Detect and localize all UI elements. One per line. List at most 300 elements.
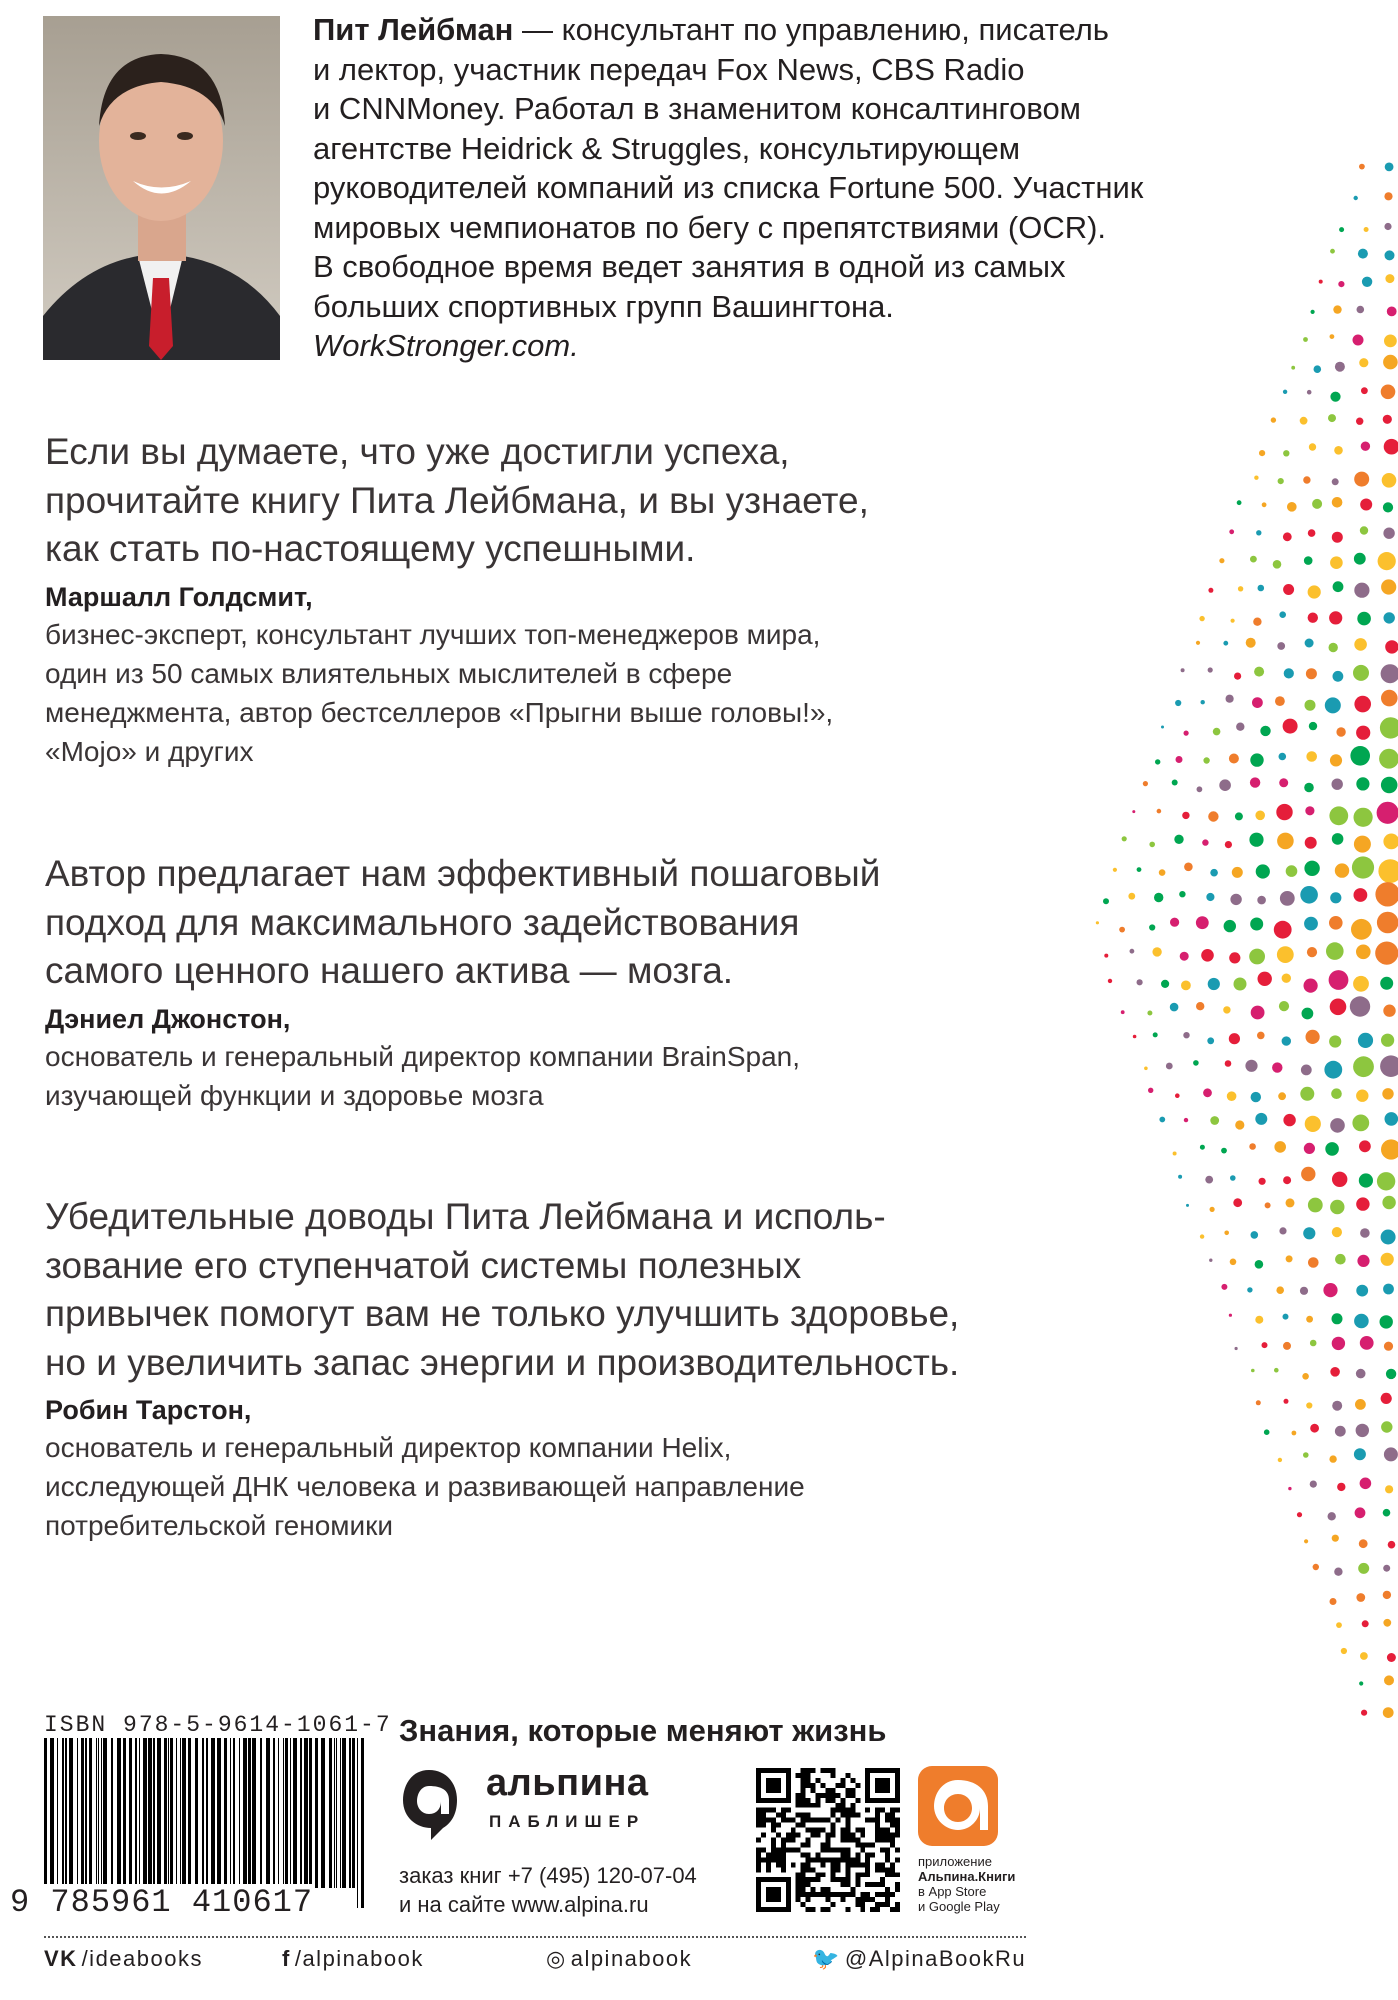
qr-module (890, 1813, 895, 1818)
author-photo (43, 16, 280, 360)
qr-module (771, 1897, 776, 1902)
decorative-dot (1230, 894, 1241, 905)
qr-module (880, 1847, 885, 1852)
qr-code-image (756, 1768, 900, 1912)
decorative-dot (1247, 1287, 1252, 1292)
qr-module (890, 1872, 895, 1877)
qr-module (895, 1778, 900, 1783)
qr-module (885, 1902, 890, 1907)
quote-line: но и увеличить запас энергии и производительность. (45, 1341, 960, 1383)
qr-module (796, 1847, 801, 1852)
qr-module (781, 1842, 786, 1847)
decorative-dot (1385, 640, 1398, 653)
decorative-dot (1332, 1172, 1347, 1187)
decorative-dot (1159, 1117, 1165, 1123)
qr-module (811, 1803, 816, 1808)
qr-module (845, 1838, 850, 1843)
qr-module (885, 1847, 890, 1852)
qr-module (865, 1808, 870, 1813)
qr-module (880, 1788, 885, 1793)
qr-module (865, 1788, 870, 1793)
decorative-dot (1356, 1285, 1368, 1297)
qr-module (761, 1907, 766, 1912)
qr-module (826, 1887, 831, 1892)
qr-module (816, 1798, 821, 1803)
qr-module (895, 1902, 900, 1907)
decorative-dot (1353, 1056, 1374, 1077)
qr-module (875, 1867, 880, 1872)
decorative-dot (1354, 583, 1369, 598)
qr-module (821, 1818, 826, 1823)
social-instagram[interactable] (546, 1946, 692, 1972)
decorative-dot (1209, 1259, 1212, 1262)
decorative-dot (1254, 667, 1264, 677)
decorative-dot (1276, 804, 1292, 820)
qr-module (756, 1773, 761, 1778)
decorative-dot (1310, 1481, 1317, 1488)
decorative-dot (1255, 1316, 1263, 1324)
decorative-dot (1283, 450, 1289, 456)
qr-module (875, 1833, 880, 1838)
qr-module (811, 1867, 816, 1872)
quote-block-goldsmith (45, 428, 1045, 771)
decorative-dot (1305, 700, 1316, 711)
qr-module (870, 1907, 875, 1912)
decorative-dot (1356, 1424, 1369, 1437)
qr-module (840, 1808, 845, 1813)
qr-module (895, 1818, 900, 1823)
qr-module (781, 1847, 786, 1852)
role-line: «Mojo» и других (45, 735, 254, 767)
qr-module (756, 1768, 761, 1773)
decorative-dot (1234, 673, 1241, 680)
decorative-dot (1301, 1065, 1312, 1076)
decorative-dot (1257, 896, 1266, 905)
qr-module (885, 1818, 890, 1823)
qr-module (806, 1778, 811, 1783)
decorative-dot (1300, 417, 1308, 425)
social-handle: /alpinabook (294, 1946, 424, 1971)
qr-module (821, 1887, 826, 1892)
decorative-dot (1252, 697, 1263, 708)
qr-module (776, 1833, 781, 1838)
qr-module (845, 1823, 850, 1828)
decorative-dot (1279, 1227, 1286, 1234)
qr-module (880, 1867, 885, 1872)
qr-module (786, 1882, 791, 1887)
qr-module (885, 1833, 890, 1838)
decorative-dot (1332, 1337, 1345, 1350)
decorative-dot (1199, 616, 1204, 621)
decorative-dot (1359, 1681, 1363, 1685)
qr-module (816, 1857, 821, 1862)
decorative-dot (1143, 781, 1148, 786)
decorative-dot (1253, 618, 1261, 626)
decorative-dot (1334, 1568, 1342, 1576)
social-facebook[interactable] (282, 1946, 424, 1972)
qr-module (865, 1867, 870, 1872)
decorative-dot (1383, 1509, 1391, 1517)
decorative-dot (1157, 809, 1162, 814)
decorative-dot (1332, 779, 1343, 790)
decorative-dot (1245, 1060, 1257, 1072)
qr-module (806, 1877, 811, 1882)
decorative-dot (1208, 667, 1213, 672)
qr-module (791, 1828, 796, 1833)
decorative-dot (1096, 921, 1099, 924)
decorative-dot (1325, 1142, 1339, 1156)
qr-module (786, 1902, 791, 1907)
qr-module (855, 1902, 860, 1907)
barcode-bar (135, 1738, 137, 1888)
qr-module (756, 1902, 761, 1907)
decorative-dot (1360, 1336, 1374, 1350)
decorative-dot (1375, 882, 1398, 906)
qr-module (875, 1813, 880, 1818)
decorative-dot (1283, 719, 1298, 734)
qr-module (850, 1778, 855, 1783)
qr-module (895, 1793, 900, 1798)
qr-module (890, 1768, 895, 1773)
qr-module (855, 1783, 860, 1788)
qr-module (771, 1907, 776, 1912)
qr-module (806, 1798, 811, 1803)
quote-block-johnston (45, 850, 1045, 1115)
instagram-icon: ◎ (546, 1946, 567, 1971)
qr-module (880, 1862, 885, 1867)
decorative-dot (1378, 859, 1398, 883)
qr-module (875, 1823, 880, 1828)
decorative-dot (1201, 949, 1214, 962)
decorative-dot (1193, 1060, 1199, 1066)
qr-module (766, 1768, 771, 1773)
qr-module (880, 1798, 885, 1803)
qr-module (781, 1852, 786, 1857)
decorative-dot (1352, 1115, 1369, 1132)
qr-module (895, 1882, 900, 1887)
decorative-dot (1223, 641, 1228, 646)
qr-module (791, 1833, 796, 1838)
quote-line: Автор предлагает нам эффективный пошаговый (45, 853, 881, 894)
qr-module (895, 1808, 900, 1813)
quote-author: Маршалл Голдсмит, (45, 581, 313, 612)
qr-module (816, 1803, 821, 1808)
decorative-dot (1147, 1011, 1152, 1016)
social-twitter[interactable] (812, 1946, 1026, 1972)
qr-module (756, 1862, 761, 1867)
decorative-dot (1309, 443, 1316, 450)
decorative-dot (1264, 1429, 1270, 1435)
decorative-dot (1229, 754, 1239, 764)
qr-module (756, 1838, 761, 1843)
qr-module (756, 1867, 761, 1872)
decorative-dot (1354, 836, 1371, 853)
decorative-dot (1383, 834, 1398, 850)
qr-module (821, 1862, 826, 1867)
decorative-dot (1181, 981, 1191, 991)
qr-module (821, 1892, 826, 1897)
qr-module (845, 1793, 850, 1798)
qr-module (826, 1798, 831, 1803)
qr-module (756, 1907, 761, 1912)
decorative-dot (1362, 1620, 1369, 1627)
decorative-dot (1329, 970, 1349, 990)
barcode-bar (170, 1738, 173, 1888)
decorative-dot (1356, 1197, 1369, 1210)
qr-module (756, 1847, 761, 1852)
decorative-dot (1208, 811, 1218, 821)
decorative-dot (1121, 1010, 1125, 1014)
decorative-dot (1303, 337, 1308, 342)
decorative-dot (1332, 1401, 1342, 1411)
qr-module (806, 1867, 811, 1872)
qr-module (890, 1907, 895, 1912)
qr-module (801, 1803, 806, 1808)
qr-module (885, 1872, 890, 1877)
quote-author: Дэниел Джонстон, (45, 1003, 291, 1034)
qr-module (771, 1808, 776, 1813)
qr-module (826, 1768, 831, 1773)
barcode-bar (50, 1738, 54, 1908)
qr-module (840, 1857, 845, 1862)
decorative-dot (1277, 642, 1285, 650)
decorative-dot (1284, 668, 1294, 678)
role-line: бизнес-эксперт, консультант лучших топ-менеджеров мира, (45, 618, 821, 650)
decorative-dot (1381, 1139, 1398, 1159)
decorative-dot (1197, 786, 1203, 792)
barcode-bar (65, 1738, 67, 1888)
qr-module (865, 1882, 870, 1887)
decorative-dot (1323, 1283, 1337, 1297)
qr-module (786, 1907, 791, 1912)
decorative-dot (1330, 1118, 1345, 1133)
role-line: основатель и генеральный директор компании BrainSpan, (45, 1040, 800, 1072)
decorative-dot (1119, 927, 1125, 933)
barcode-bar (300, 1738, 302, 1888)
decorative-dot (1219, 558, 1224, 563)
decorative-dot (1251, 1006, 1265, 1020)
qr-module (835, 1892, 840, 1897)
barcode-bar (211, 1738, 215, 1888)
social-handle: @AlpinaBookRu (844, 1946, 1027, 1971)
qr-module (840, 1813, 845, 1818)
decorative-dot (1258, 972, 1272, 986)
qr-module (895, 1783, 900, 1788)
decorative-dot (1153, 1032, 1158, 1037)
qr-module (816, 1818, 821, 1823)
social-handle: /ideabooks (81, 1946, 203, 1971)
qr-module (771, 1828, 776, 1833)
decorative-dot (1132, 810, 1135, 813)
decorative-dot (1329, 611, 1342, 624)
qr-module (855, 1857, 860, 1862)
decorative-dot (1233, 1198, 1242, 1207)
decorative-dot (1286, 1198, 1295, 1207)
decorative-dot (1304, 861, 1319, 876)
decorative-dot (1235, 1120, 1244, 1129)
barcode-bar (266, 1738, 270, 1888)
barcode-bar (69, 1738, 73, 1888)
barcode-bar (278, 1738, 279, 1888)
qr-module (850, 1862, 855, 1867)
qr-module (880, 1892, 885, 1897)
decorative-dot (1306, 1316, 1313, 1323)
qr-module (776, 1897, 781, 1902)
decorative-dot (1308, 529, 1316, 537)
barcode-bar (44, 1738, 47, 1908)
decorative-dot (1356, 1593, 1365, 1602)
decorative-dot (1283, 1342, 1291, 1350)
qr-module (826, 1892, 831, 1897)
qr-module (776, 1877, 781, 1882)
decorative-dot (1336, 727, 1345, 736)
decorative-dot (1383, 1707, 1394, 1718)
qr-module (801, 1768, 806, 1773)
qr-module (786, 1818, 791, 1823)
decorative-dot (1354, 1448, 1366, 1460)
decorative-dot (1352, 856, 1374, 878)
qr-module (771, 1847, 776, 1852)
decorative-dot (1307, 947, 1317, 957)
decorative-dot (1360, 1652, 1368, 1660)
decorative-dot (1357, 1255, 1369, 1267)
qr-module (880, 1783, 885, 1788)
decorative-dot (1362, 277, 1372, 287)
barcode-bar (352, 1738, 355, 1888)
decorative-dot (1133, 1035, 1137, 1039)
qr-module (835, 1808, 840, 1813)
qr-module (801, 1852, 806, 1857)
qr-module (845, 1872, 850, 1877)
barcode-bar (309, 1738, 312, 1888)
qr-module (840, 1892, 845, 1897)
decorative-dot (1358, 1563, 1369, 1574)
decorative-dot (1292, 1431, 1297, 1436)
decorative-dot (1273, 560, 1282, 569)
decorative-dot (1225, 841, 1232, 848)
qr-module (771, 1823, 776, 1828)
qr-module (806, 1803, 811, 1808)
decorative-dot (1356, 418, 1363, 425)
qr-module (756, 1798, 761, 1803)
decorative-dot (1383, 415, 1392, 424)
qr-module (860, 1897, 865, 1902)
decorative-dot (1279, 778, 1288, 787)
qr-module (895, 1887, 900, 1892)
decorative-dot (1381, 1421, 1392, 1432)
decorative-dot (1250, 777, 1260, 787)
qr-module (801, 1887, 806, 1892)
qr-module (821, 1783, 826, 1788)
qr-module (840, 1882, 845, 1887)
qr-module (890, 1833, 895, 1838)
decorative-dot (1310, 1424, 1319, 1433)
barcode-bar (153, 1738, 155, 1888)
decorative-dot (1256, 864, 1270, 878)
decorative-dot (1229, 1033, 1240, 1044)
decorative-dot (1180, 952, 1189, 961)
decorative-dot (1304, 1539, 1308, 1543)
qr-module (756, 1882, 761, 1887)
decorative-dot (1130, 949, 1135, 954)
decorative-dot (1306, 751, 1317, 762)
decorative-dot (1284, 1399, 1289, 1404)
decorative-dot (1213, 728, 1221, 736)
qr-module (786, 1838, 791, 1843)
qr-module (781, 1818, 786, 1823)
qr-module (786, 1788, 791, 1793)
qr-module (776, 1887, 781, 1892)
decorative-dot (1203, 757, 1209, 763)
decorative-dot (1332, 478, 1339, 485)
qr-module (776, 1783, 781, 1788)
decorative-dot (1286, 1255, 1293, 1262)
barcode-bar (304, 1738, 308, 1888)
qr-module (796, 1897, 801, 1902)
decorative-dot (1277, 946, 1294, 963)
qr-module (880, 1882, 885, 1887)
qr-module (865, 1842, 870, 1847)
qr-module (855, 1872, 860, 1877)
decorative-dot (1341, 1648, 1347, 1654)
barcode-bar (361, 1738, 364, 1908)
decorative-dot (1330, 556, 1343, 569)
qr-module (771, 1778, 776, 1783)
qr-module (771, 1887, 776, 1892)
qr-module (850, 1803, 855, 1808)
qr-module (850, 1808, 855, 1813)
barcode-bar (85, 1738, 87, 1888)
qr-module (756, 1808, 761, 1813)
barcode-bar (103, 1738, 107, 1888)
qr-module (850, 1887, 855, 1892)
qr-module (885, 1828, 890, 1833)
qr-module (766, 1897, 771, 1902)
qr-module (766, 1887, 771, 1892)
barcode-bar (62, 1738, 64, 1888)
qr-module (766, 1857, 771, 1862)
barcode-bar (77, 1738, 78, 1888)
qr-module (801, 1842, 806, 1847)
decorative-dot (1351, 919, 1372, 940)
decorative-dot (1384, 1342, 1393, 1351)
decorative-dot (1237, 500, 1242, 505)
decorative-dot (1359, 358, 1368, 367)
decorative-dot (1280, 891, 1295, 906)
qr-module (860, 1847, 865, 1852)
decorative-dot (1330, 754, 1342, 766)
bio-line: руководителей компаний из списка Fortune 500. Участник (313, 170, 1144, 205)
decorative-dot (1203, 1088, 1212, 1097)
qr-module (826, 1838, 831, 1843)
decorative-dot (1279, 611, 1286, 618)
qr-module (850, 1833, 855, 1838)
decorative-dot (1274, 1368, 1279, 1373)
decorative-dot (1384, 1675, 1394, 1685)
qr-module (806, 1892, 811, 1897)
decorative-dot (1388, 1541, 1396, 1549)
qr-module (880, 1877, 885, 1882)
decorative-dot (1200, 1145, 1205, 1150)
social-vk[interactable] (44, 1946, 203, 1972)
decorative-dot (1338, 281, 1344, 287)
qr-module (791, 1847, 796, 1852)
qr-module (840, 1877, 845, 1882)
decorative-dot (1332, 1227, 1342, 1237)
qr-module (835, 1867, 840, 1872)
qr-module (826, 1818, 831, 1823)
decorative-dot (1304, 556, 1313, 565)
